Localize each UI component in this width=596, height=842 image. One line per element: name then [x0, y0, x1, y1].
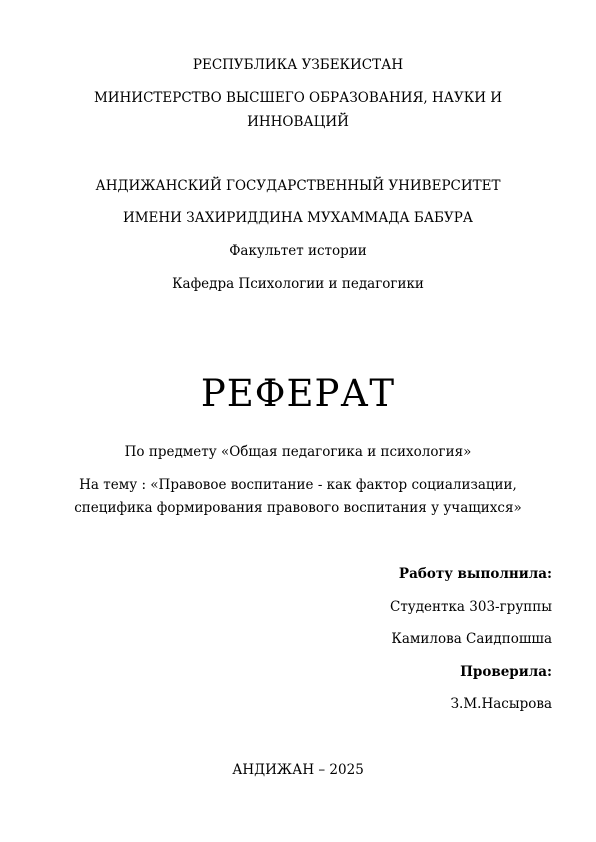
- ministry-line-1: МИНИСТЕРСТВО ВЫСШЕГО ОБРАЗОВАНИЯ, НАУКИ И: [93, 90, 503, 106]
- checker-name: З.М.Насырова: [450, 696, 552, 712]
- topic-line-1: На тему : «Правовое воспитание - как фактор социализации,: [79, 477, 517, 493]
- university-line-2: ИМЕНИ ЗАХИРИДДИНА МУХАММАДА БАБУРА: [122, 210, 474, 226]
- university-line-1: АНДИЖАНСКИЙ ГОСУДАРСТВЕННЫЙ УНИВЕРСИТЕТ: [95, 178, 501, 194]
- country-heading: РЕСПУБЛИКА УЗБЕКИСТАН: [192, 57, 404, 73]
- document-title: РЕФЕРАТ: [200, 372, 396, 415]
- checked-by-label: Проверила:: [460, 664, 552, 680]
- city-year: АНДИЖАН – 2025: [232, 762, 364, 778]
- ministry-line-2: ИННОВАЦИЙ: [247, 114, 349, 130]
- subject-line: По предмету «Общая педагогика и психология»: [124, 444, 472, 460]
- performed-by-label: Работу выполнила:: [398, 566, 552, 582]
- topic-line-2: специфика формирования правового воспитания у учащихся»: [74, 500, 522, 516]
- student-name: Камилова Саидпошша: [391, 631, 552, 647]
- department-name: Кафедра Психологии и педагогики: [172, 276, 424, 292]
- student-group: Студентка 303-группы: [389, 599, 552, 615]
- faculty-name: Факультет истории: [229, 243, 367, 259]
